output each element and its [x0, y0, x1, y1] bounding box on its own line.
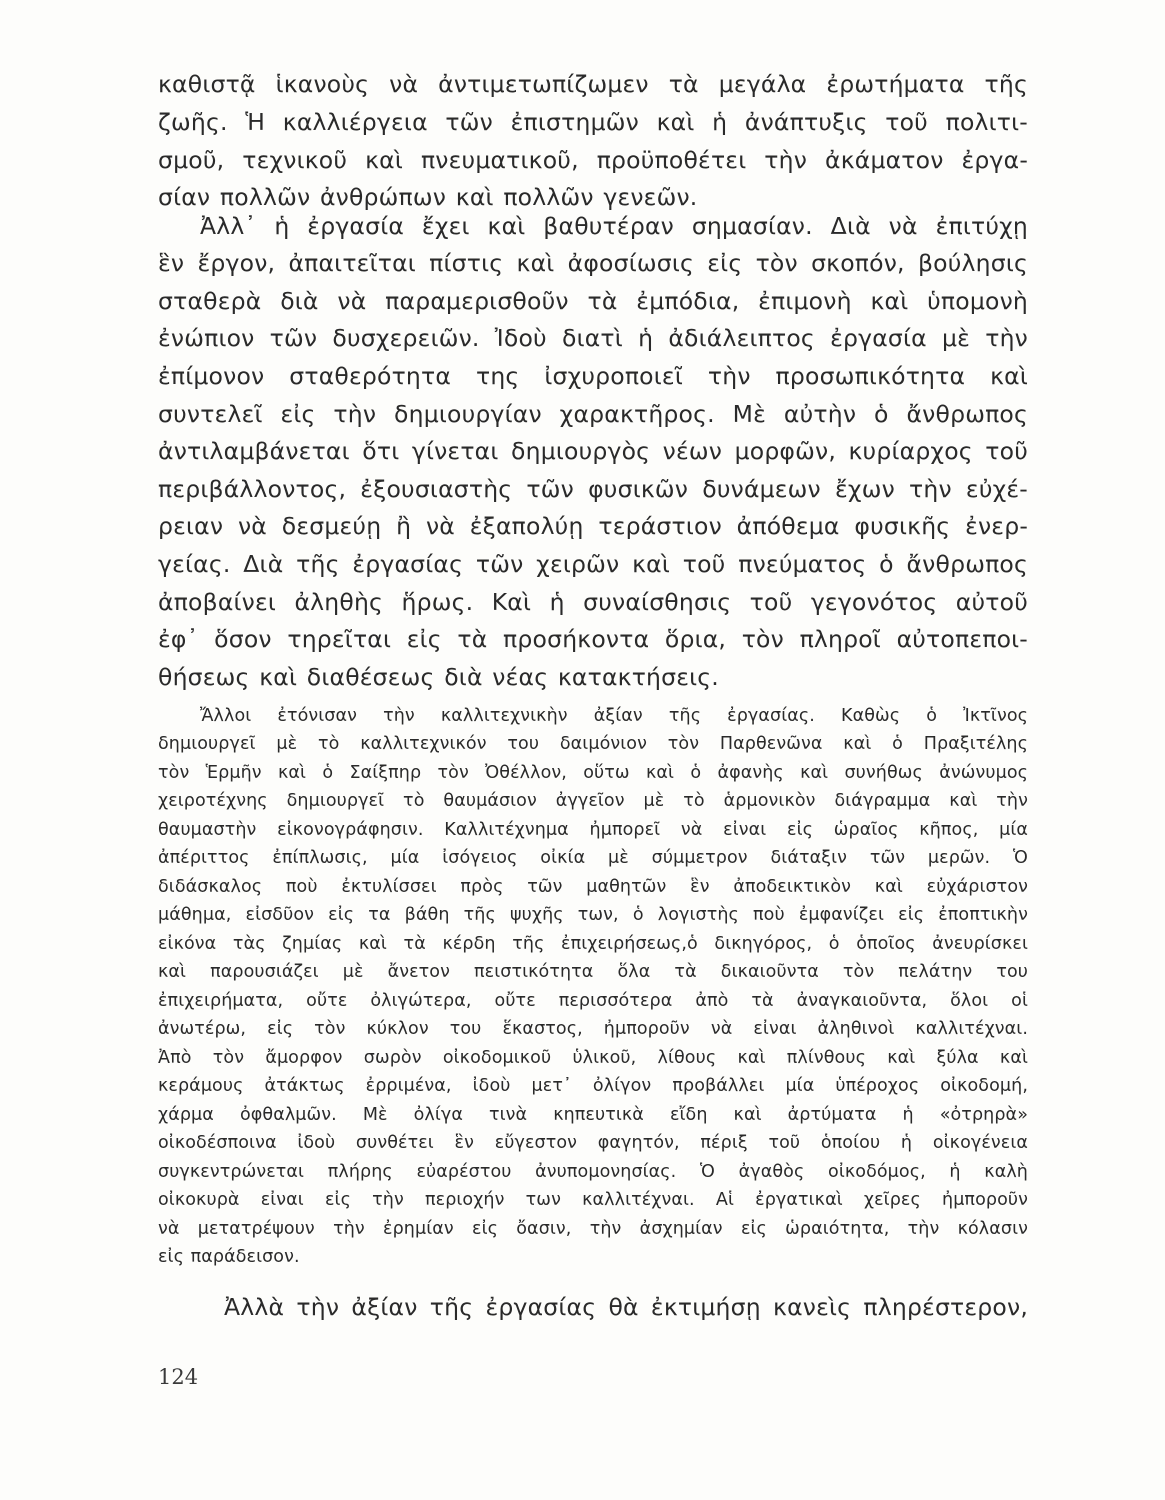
text-line: γείας. Διὰ τῆς ἐργασίας τῶν χειρῶν καὶ τοῦ πνεύματος ὁ ἄνθρωπος: [158, 550, 1028, 578]
text-line: Ἀλλ᾽ ἡ ἐργασία ἔχει καὶ βαθυτέραν σημασίαν. Διὰ νὰ ἐπιτύχῃ: [200, 212, 1028, 240]
note-line: νὰ μετατρέψουν τὴν ἐρημίαν εἰς ὄασιν, τὴν ἀσχημίαν εἰς ὡραιότητα, τὴν κόλασιν: [158, 1219, 1028, 1239]
text-line: σμοῦ, τεχνικοῦ καὶ πνευματικοῦ, προϋποθέτει τὴν ἀκάματον ἐργα-: [158, 146, 1028, 174]
text-line: ζωῆς. Ἡ καλλιέργεια τῶν ἐπιστημῶν καὶ ἡ ἀνάπτυξις τοῦ πολιτι-: [158, 108, 1028, 136]
note-line: οἰκοκυρὰ εἶναι εἰς τὴν περιοχήν των καλλιτέχναι. Αἱ ἐργατικαὶ χεῖρες ἠμποροῦν: [158, 1190, 1028, 1210]
text-line: συντελεῖ εἰς τὴν δημιουργίαν χαρακτῆρος. Μὲ αὐτὴν ὁ ἄνθρωπος: [158, 400, 1028, 428]
note-line: εἰς παράδεισον.: [158, 1247, 300, 1267]
text-line: καθιστᾷ ἱκανοὺς νὰ ἀντιμετωπίζωμεν τὰ μεγάλα ἐρωτήματα τῆς: [158, 70, 1028, 98]
text-line: ἀντιλαμβάνεται ὅτι γίνεται δημιουργὸς νέων μορφῶν, κυρίαρχος τοῦ: [158, 437, 1028, 465]
note-line: Ἀπὸ τὸν ἄμορφον σωρὸν οἰκοδομικοῦ ὑλικοῦ, λίθους καὶ πλίνθους καὶ ξύλα καὶ: [158, 1048, 1028, 1068]
note-line: συγκεντρώνεται πλήρης εὐαρέστου ἀνυπομονησίας. Ὁ ἀγαθὸς οἰκοδόμος, ἡ καλὴ: [158, 1162, 1028, 1182]
note-line: μάθημα, εἰσδῦον εἰς τα βάθη τῆς ψυχῆς των, ὁ λογιστὴς ποὺ ἐμφανίζει εἰς ἐποπτικὴν: [158, 905, 1028, 925]
note-line: χειροτέχνης δημιουργεῖ τὸ θαυμάσιον ἀγγεῖον μὲ τὸ ἁρμονικὸν διάγραμμα καὶ τὴν: [158, 791, 1028, 811]
note-line: διδάσκαλος ποὺ ἐκτυλίσσει πρὸς τῶν μαθητῶν ἓν ἀποδεικτικὸν καὶ εὐχάριστον: [158, 877, 1028, 897]
text-line: ἐνώπιον τῶν δυσχερειῶν. Ἰδοὺ διατὶ ἡ ἀδιάλειπτος ἐργασία μὲ τὴν: [158, 324, 1028, 352]
note-line: καὶ παρουσιάζει μὲ ἄνετον πειστικότητα ὅλα τὰ δικαιοῦντα τὸν πελάτην του: [158, 962, 1028, 982]
text-line: ἀποβαίνει ἀληθὴς ἥρως. Καὶ ἡ συναίσθησις τοῦ γεγονότος αὐτοῦ: [158, 588, 1028, 616]
note-line: χάρμα ὀφθαλμῶν. Μὲ ὀλίγα τινὰ κηπευτικὰ εἴδη καὶ ἀρτύματα ἡ «ὀτρηρὰ»: [158, 1105, 1028, 1125]
note-line: οἰκοδέσποινα ἰδοὺ συνθέτει ἓν εὔγεστον φαγητόν, πέριξ τοῦ ὁποίου ἡ οἰκογένεια: [158, 1133, 1028, 1153]
note-line: ἀπέριττος ἐπίπλωσις, μία ἰσόγειος οἰκία μὲ σύμμετρον διάταξιν τῶν μερῶν. Ὁ: [158, 848, 1028, 868]
text-line: ρειαν νὰ δεσμεύῃ ἢ νὰ ἐξαπολύῃ τεράστιον ἀπόθεμα φυσικῆς ἐνερ-: [158, 512, 1028, 540]
note-line: ἐπιχειρήματα, οὔτε ὀλιγώτερα, οὔτε περισσότερα ἀπὸ τὰ ἀναγκαιοῦντα, ὅλοι οἱ: [158, 991, 1028, 1011]
text-line: θήσεως καὶ διαθέσεως διὰ νέας κατακτήσεις.: [158, 663, 719, 691]
text-line: ἓν ἔργον, ἀπαιτεῖται πίστις καὶ ἀφοσίωσις εἰς τὸν σκοπόν, βούλησις: [158, 249, 1028, 277]
note-line: δημιουργεῖ μὲ τὸ καλλιτεχνικόν του δαιμόνιον τὸν Παρθενῶνα καὶ ὁ Πραξιτέλης: [158, 734, 1028, 754]
note-line: τὸν Ἑρμῆν καὶ ὁ Σαίξπηρ τὸν Ὀθέλλον, οὕτω καὶ ὁ ἀφανὴς καὶ συνήθως ἀνώνυμος: [158, 763, 1028, 783]
note-line: ἀνωτέρω, εἰς τὸν κύκλον του ἕκαστος, ἠμποροῦν νὰ εἶναι ἀληθινοὶ καλλιτέχναι.: [158, 1019, 1028, 1039]
page-number: 124: [158, 1365, 199, 1389]
text-line: σταθερὰ διὰ νὰ παραμερισθοῦν τὰ ἐμπόδια, ἐπιμονὴ καὶ ὑπομονὴ: [158, 287, 1028, 315]
text-line: Ἀλλὰ τὴν ἀξίαν τῆς ἐργασίας θὰ ἐκτιμήσῃ κανεὶς πληρέστερον,: [224, 1293, 1028, 1321]
text-line: περιβάλλοντος, ἐξουσιαστὴς τῶν φυσικῶν δυνάμεων ἔχων τὴν εὐχέ-: [158, 475, 1028, 503]
note-line: θαυμαστὴν εἰκονογράφησιν. Καλλιτέχνημα ἠμπορεῖ νὰ εἶναι εἰς ὡραῖος κῆπος, μία: [158, 820, 1028, 840]
note-line: Ἄλλοι ἐτόνισαν τὴν καλλιτεχνικὴν ἀξίαν τῆς ἐργασίας. Καθὼς ὁ Ἰκτῖνος: [200, 706, 1028, 726]
text-line: σίαν πολλῶν ἀνθρώπων καὶ πολλῶν γενεῶν.: [158, 183, 698, 211]
note-line: εἰκόνα τὰς ζημίας καὶ τὰ κέρδη τῆς ἐπιχειρήσεως,ὁ δικηγόρος, ὁ ὁποῖος ἀνευρίσκει: [158, 934, 1028, 954]
text-line: ἐφ᾽ ὅσον τηρεῖται εἰς τὰ προσήκοντα ὅρια, τὸν πληροῖ αὐτοπεποι-: [158, 625, 1028, 653]
text-line: ἐπίμονον σταθερότητα της ἰσχυροποιεῖ τὴν προσωπικότητα καὶ: [158, 362, 1028, 390]
note-line: κεράμους ἀτάκτως ἐρριμένα, ἰδοὺ μετ᾽ ὀλίγον προβάλλει μία ὑπέροχος οἰκοδομή,: [158, 1076, 1028, 1096]
